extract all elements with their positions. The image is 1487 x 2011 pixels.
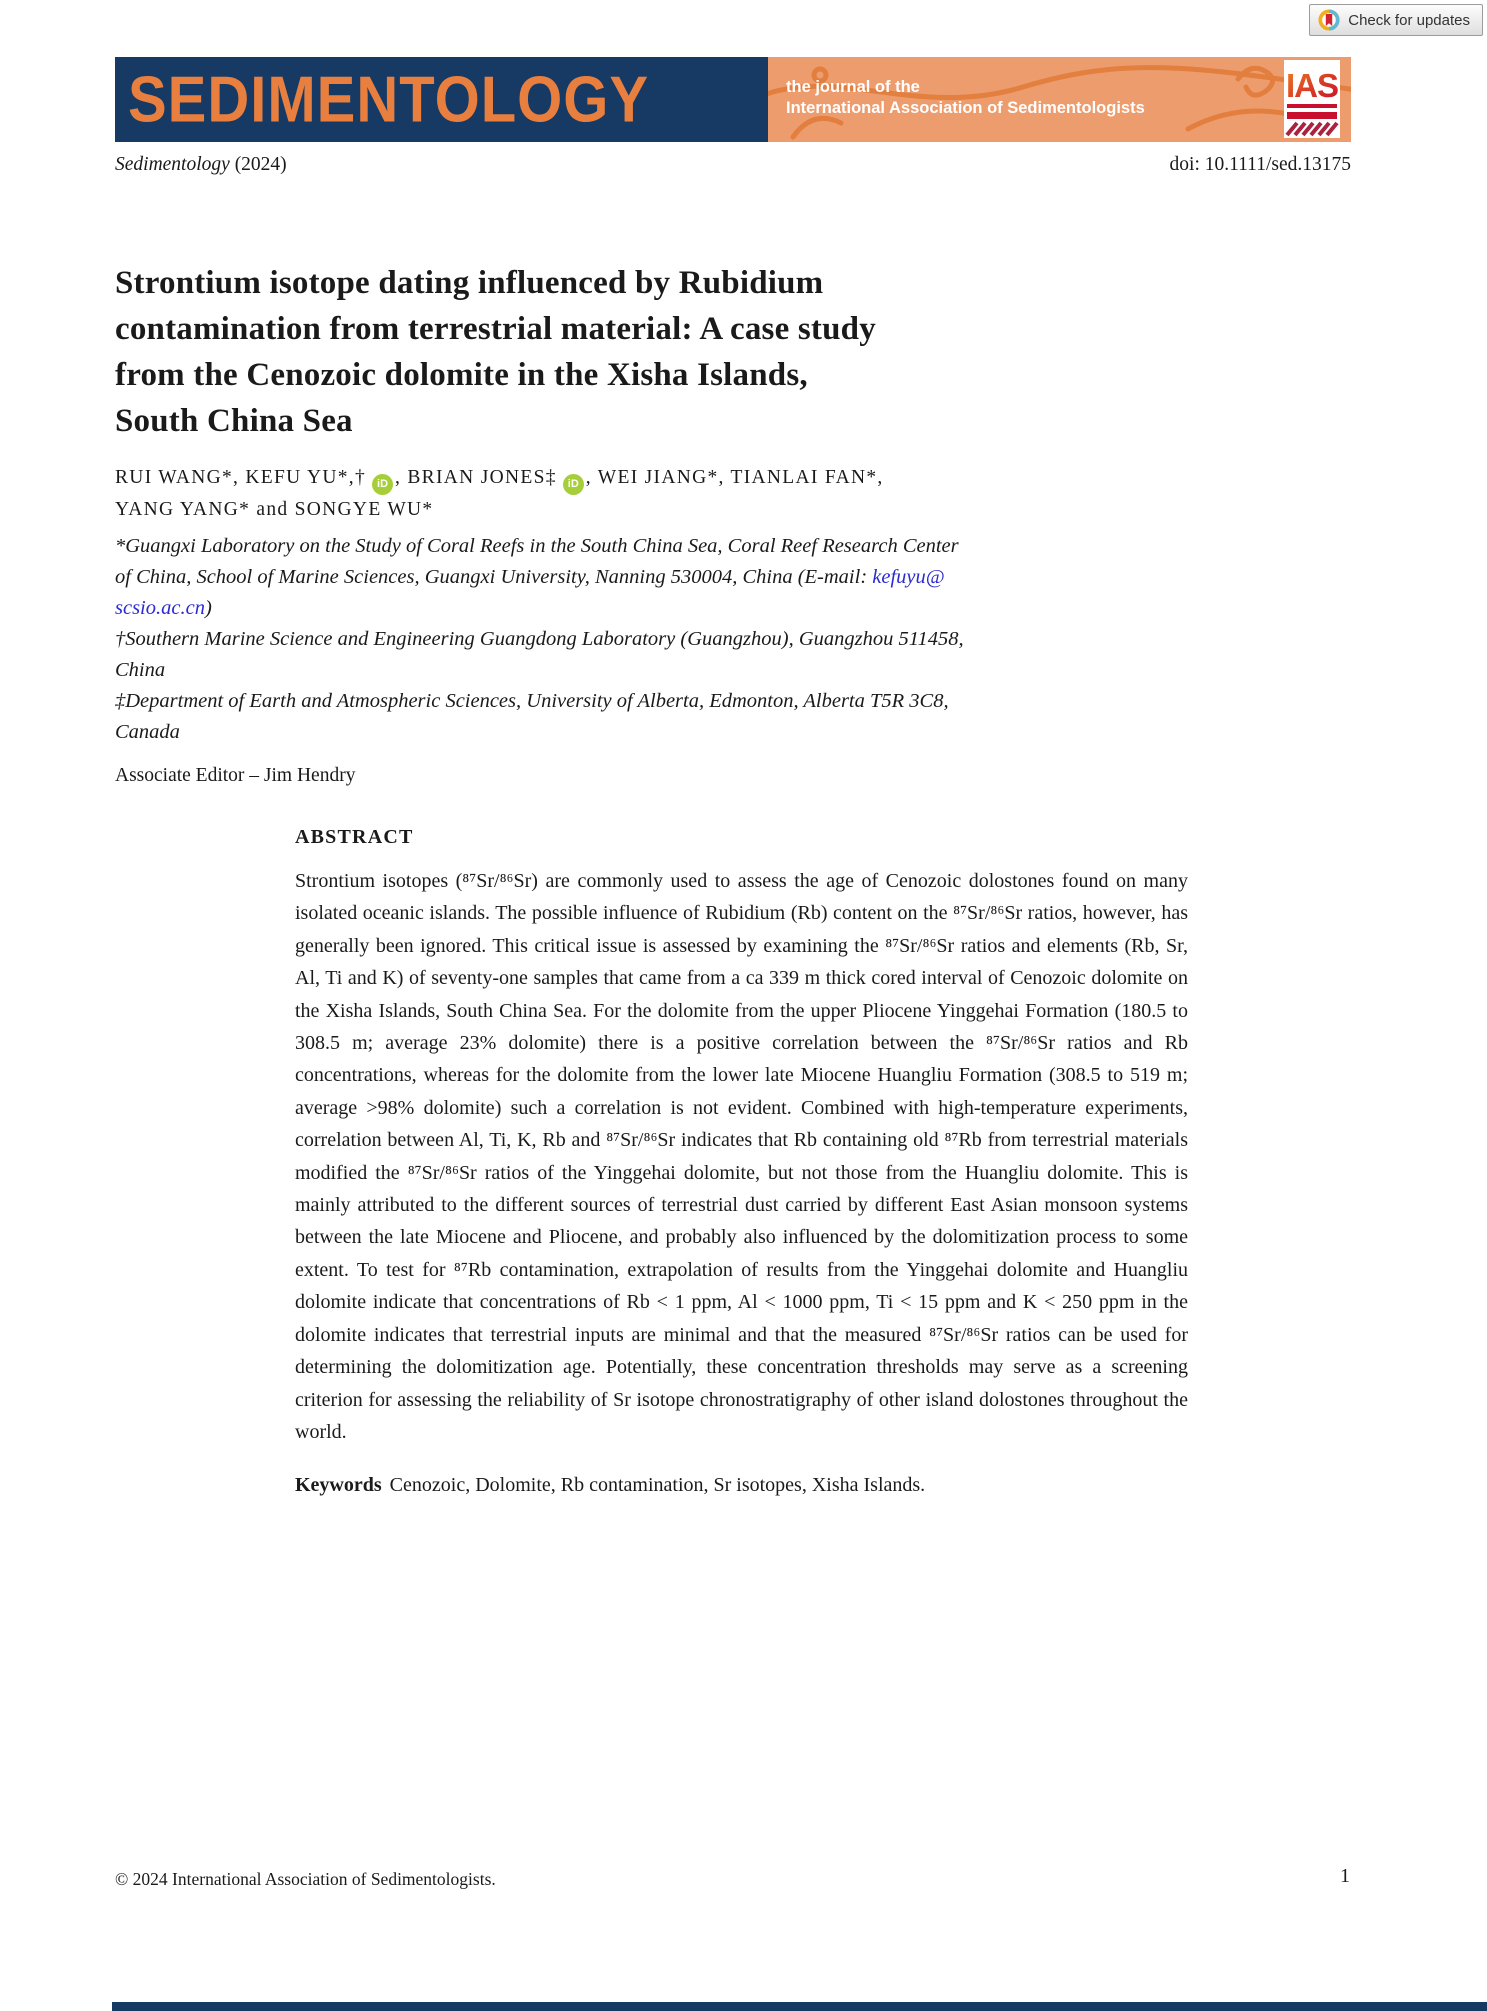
keywords-label: Keywords <box>295 1474 382 1497</box>
orcid-icon-label: iD <box>377 478 389 490</box>
journal-logo-panel <box>115 57 768 142</box>
affiliation-1-line-2 <box>115 562 1365 593</box>
tagline-line2: International Association of Sedimentologists <box>786 99 1145 117</box>
journal-banner <box>115 57 1351 142</box>
copyright-notice: © 2024 International Association of Sedimentologists. <box>115 1869 496 1889</box>
author-line-1 <box>115 463 1265 495</box>
article-title <box>115 260 1095 444</box>
author-list <box>115 463 1265 524</box>
author-names: , WEI JIANG*, TIANLAI FAN*, <box>585 467 884 488</box>
keywords-text: Cenozoic, Dolomite, Rb contamination, Sr isotopes, Xisha Islands. <box>389 1474 926 1497</box>
associate-editor: Associate Editor – Jim Hendry <box>115 765 356 786</box>
title-line: contamination from terrestrial material: A case study <box>115 311 876 347</box>
abstract-body: Strontium isotopes (⁸⁷Sr/⁸⁶Sr) are commonly used to assess the age of Cenozoic dolostones found on many isolated oceanic islands. The possible influence of Rubidium (Rb) content on the ⁸⁷Sr/⁸⁶Sr ratios, however, has generally been ignored. This critical issue is assessed by examining the ⁸⁷Sr/⁸⁶Sr ratios and elements (Rb, Sr, Al, Ti and K) of seventy-one samples that came from a ca 339 m thick cored interval of Cenozoic dolomite on the Xisha Islands, South China Sea. For the dolomite from the upper Pliocene Yinggehai Formation (180.5 to 308.5 m; average 23% dolomite) there is a positive correlation between the ⁸⁷Sr/⁸⁶Sr ratios and Rb concentrations, whereas for the dolomite from the lower late Miocene Huangliu Formation (308.5 to 519 m; average >98% dolomite) such a correlation is not evident. Combined with high-temperature experiments, correlation between Al, Ti, K, Rb and ⁸⁷Sr/⁸⁶Sr indicates that Rb containing old ⁸⁷Rb from terrestrial materials modified the ⁸⁷Sr/⁸⁶Sr ratios of the Yinggehai dolomite, but not those from the Huangliu dolomite. This is mainly attributed to the different sources of terrestrial dust carried by different East Asian monsoon systems between the late Miocene and Pliocene, and probably also influenced by the dolomitization process to some extent. To test for ⁸⁷Rb contamination, extrapolation of results from the Yinggehai dolomite and Huangliu dolomite indicate that concentrations of Rb < 1 ppm, Al < 1000 ppm, Ti < 15 ppm and K < 250 ppm in the dolomite indicates that terrestrial inputs are minimal and that the measured ⁸⁷Sr/⁸⁶Sr ratios can be used for determining the dolomitization age. Potentially, these concentration thresholds may serve as a screening criterion for assessing the reliability of Sr isotope chronostratigraphy of other island dolostones throughout the world. <box>295 870 1188 1443</box>
page-number: 1 <box>1340 1865 1350 1887</box>
issue-doi-row <box>115 154 1351 176</box>
check-for-updates-button[interactable] <box>1309 4 1483 36</box>
abstract-section <box>295 826 1188 1502</box>
affiliation-2-line-2: China <box>115 659 166 681</box>
crossmark-icon <box>1318 9 1340 31</box>
svg-text:IAS: IAS <box>1285 67 1339 104</box>
affiliation-3-line-2: Canada <box>115 721 180 743</box>
banner-tagline-panel <box>768 57 1351 142</box>
ias-logo <box>1284 60 1340 138</box>
title-line: South China Sea <box>115 403 353 439</box>
email-link[interactable]: kefuyu@ <box>872 566 945 588</box>
tagline-line1: the journal of the <box>786 78 920 96</box>
bottom-edge-bar <box>112 2002 1487 2011</box>
orcid-icon[interactable] <box>563 474 584 495</box>
issue-year: (2024) <box>229 154 287 175</box>
affiliation-3-line-1: ‡Department of Earth and Atmospheric Sciences, University of Alberta, Edmonton, Alberta T5R 3C8, <box>115 690 949 712</box>
keywords <box>295 1469 1188 1501</box>
affiliation-1-line-3 <box>115 593 1365 624</box>
title-line: from the Cenozoic dolomite in the Xisha Islands, <box>115 357 808 393</box>
doi: doi: 10.1111/sed.13175 <box>1169 154 1351 175</box>
affiliations <box>115 531 1365 748</box>
journal-logo: SEDIMENTOLOGY <box>128 63 650 136</box>
ias-logo-icon <box>1284 60 1340 138</box>
author-names: , BRIAN JONES‡ <box>395 467 557 488</box>
journal-name: Sedimentology <box>115 154 230 175</box>
author-line-2: YANG YANG* and SONGYE WU* <box>115 499 434 520</box>
affiliation-1-line-1: *Guangxi Laboratory on the Study of Coral Reefs in the South China Sea, Coral Reef Research Center <box>115 535 959 557</box>
journal-issue <box>115 154 287 176</box>
orcid-icon-label: iD <box>567 478 579 490</box>
email-link[interactable]: scsio.ac.cn <box>115 597 205 619</box>
orcid-icon[interactable] <box>372 474 393 495</box>
banner-tagline <box>768 57 1351 119</box>
check-for-updates-label: Check for updates <box>1348 11 1470 29</box>
affiliation-1-text-end: ) <box>204 597 212 619</box>
affiliation-2-line-1: †Southern Marine Science and Engineering Guangdong Laboratory (Guangzhou), Guangzhou 511458, <box>115 628 964 650</box>
abstract-heading: ABSTRACT <box>295 826 414 848</box>
title-line: Strontium isotope dating influenced by Rubidium <box>115 265 824 301</box>
author-names: RUI WANG*, KEFU YU*,† <box>115 467 367 488</box>
affiliation-1-text: of China, School of Marine Sciences, Guangxi University, Nanning 530004, China (E-mail: <box>115 566 873 588</box>
